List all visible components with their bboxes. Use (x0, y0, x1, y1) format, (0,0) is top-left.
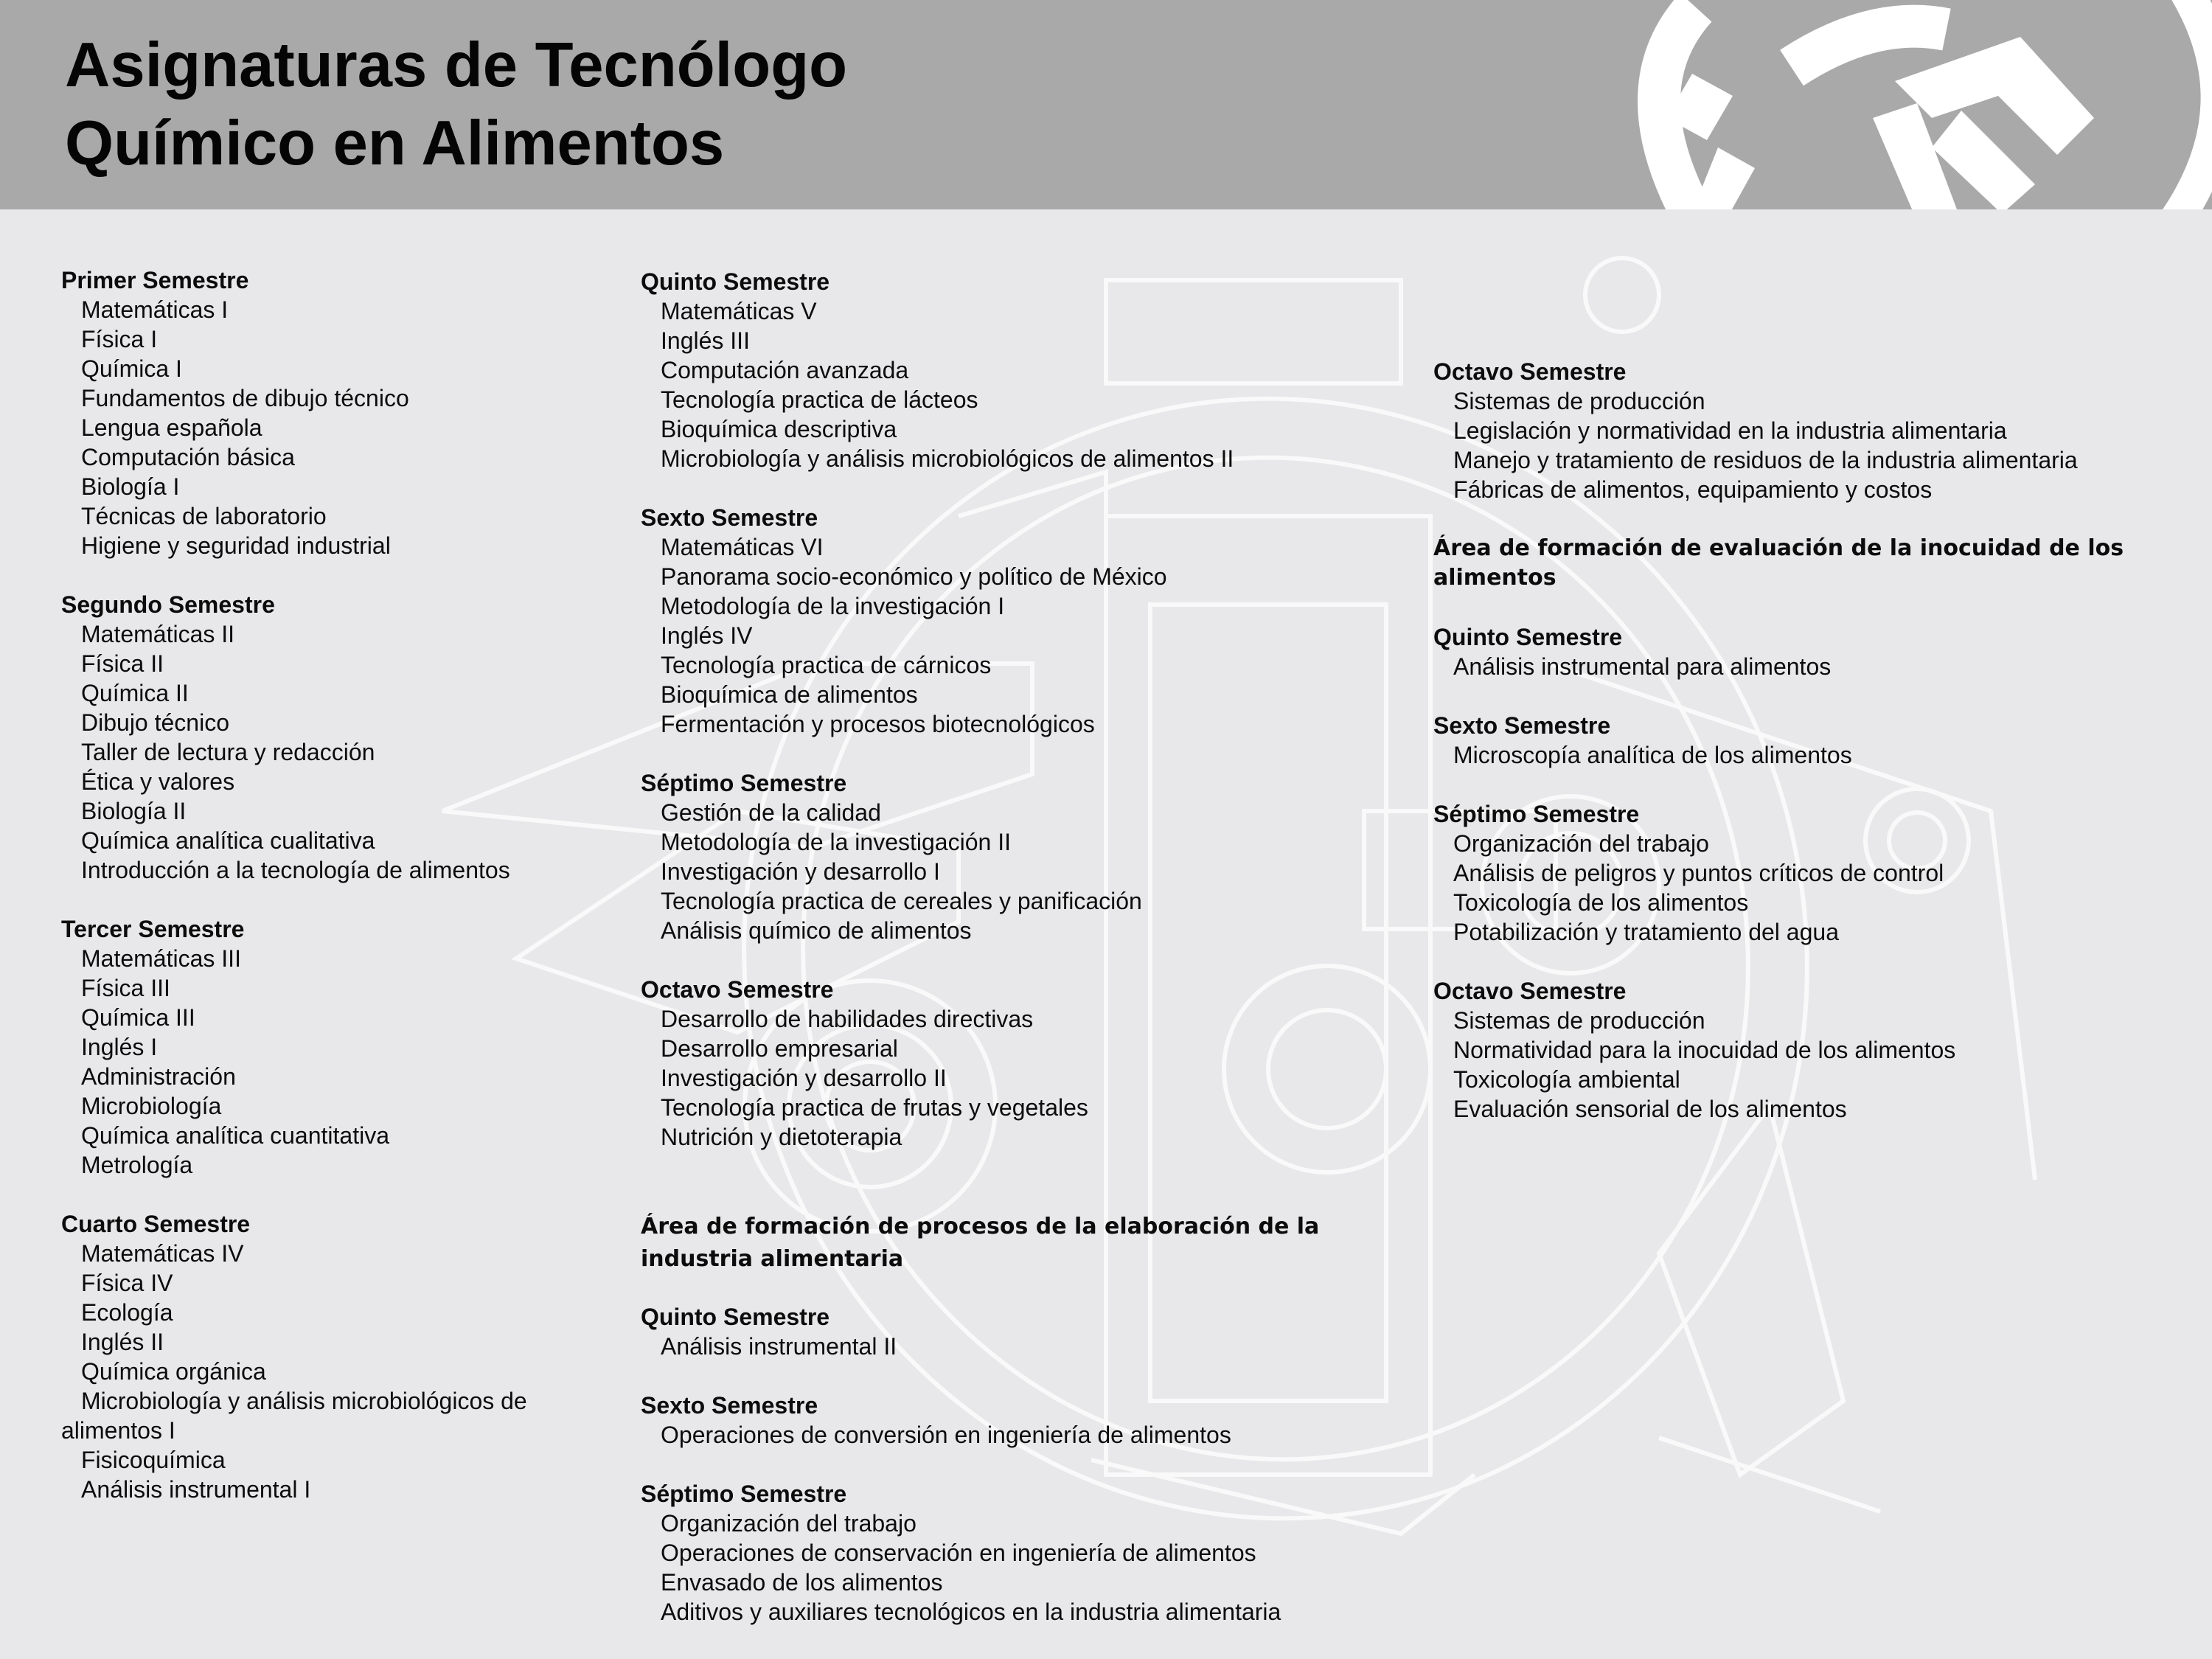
subject-item: Computación avanzada (661, 357, 909, 383)
subject-item: Química analítica cuantitativa (81, 1122, 389, 1149)
semester-block (1433, 357, 2185, 504)
area-title-line: Área de formación de procesos de la elaboración de la (641, 1214, 1320, 1239)
subject-item: Potabilización y tratamiento del agua (1453, 919, 1839, 945)
semester-block (1433, 799, 2185, 947)
page-title-line-2: Químico en Alimentos (65, 108, 725, 178)
subject-item: Microbiología y análisis microbiológicos de alimentos I (61, 1388, 527, 1444)
subject-item: Microscopía analítica de los alimentos (1453, 742, 1852, 768)
subject-item: Matemáticas V (661, 298, 817, 324)
subject-item: Operaciones de conversión en ingeniería de alimentos (661, 1422, 1231, 1448)
subject-item: Normatividad para la inocuidad de los alimentos (1453, 1037, 1956, 1063)
semester-block (641, 768, 1415, 945)
subject-item: Sistemas de producción (1453, 1007, 1705, 1034)
subject-item: Fundamentos de dibujo técnico (81, 385, 409, 411)
subject-item: Análisis químico de alimentos (661, 917, 972, 944)
subject-item: Microbiología (81, 1093, 222, 1119)
semester-title: Sexto Semestre (641, 504, 818, 531)
subject-item: Evaluación sensorial de los alimentos (1453, 1096, 1847, 1122)
subject-item: Química analítica cualitativa (81, 827, 375, 854)
subject-item: Ecología (81, 1299, 173, 1326)
semester-title: Tercer Semestre (61, 916, 245, 942)
page-title-line-1: Asignaturas de Tecnólogo (65, 30, 848, 100)
subject-item: Física IV (81, 1270, 173, 1296)
semester-title: Sexto Semestre (1433, 712, 1611, 739)
subject-item: Aditivos y auxiliares tecnológicos en la industria alimentaria (661, 1599, 1281, 1625)
subject-item: Matemáticas VI (661, 534, 824, 560)
subject-item: Tecnología practica de frutas y vegetales (661, 1094, 1088, 1121)
semester-block (1433, 622, 2185, 681)
column-upper-semesters (641, 267, 1415, 1627)
subject-item: Análisis instrumental II (661, 1333, 897, 1360)
semester-title: Quinto Semestre (641, 1304, 830, 1330)
subject-item: Investigación y desarrollo II (661, 1065, 947, 1091)
subject-item: Organización del trabajo (1453, 830, 1709, 857)
semester-block (1433, 976, 2185, 1124)
subject-item: Bioquímica descriptiva (661, 416, 897, 442)
subject-item: Matemáticas I (81, 296, 229, 323)
semester-title: Quinto Semestre (641, 268, 830, 295)
semester-title: Quinto Semestre (1433, 624, 1623, 650)
subject-item: Análisis instrumental I (81, 1476, 311, 1503)
semester-title: Séptimo Semestre (641, 1481, 847, 1507)
subject-item: Toxicología ambiental (1453, 1066, 1680, 1093)
semester-title: Octavo Semestre (1433, 978, 1627, 1004)
semester-block (641, 503, 1415, 739)
semester-block (641, 1302, 1415, 1361)
subject-item: Metodología de la investigación II (661, 829, 1011, 855)
subject-item: Desarrollo de habilidades directivas (661, 1006, 1034, 1032)
area-title (641, 1211, 1415, 1276)
subject-item: Toxicología de los alimentos (1453, 889, 1749, 916)
subject-item: Matemáticas III (81, 945, 241, 972)
subject-item: Ética y valores (81, 768, 235, 795)
subject-item: Higiene y seguridad industrial (81, 532, 391, 559)
subject-item: Microbiología y análisis microbiológicos de alimentos II (661, 445, 1234, 472)
subject-item: Química III (81, 1004, 195, 1031)
subject-item: Introducción a la tecnología de alimentos (81, 857, 510, 883)
semester-title: Primer Semestre (61, 267, 249, 293)
semester-block (61, 590, 592, 885)
subject-item: Química orgánica (81, 1358, 266, 1385)
semester-title: Segundo Semestre (61, 591, 275, 618)
subject-item: Metrología (81, 1152, 193, 1178)
subject-item: Inglés II (81, 1329, 164, 1355)
area-title (1433, 534, 2185, 593)
subject-item: Panorama socio-económico y político de México (661, 563, 1167, 590)
subject-item: Química II (81, 680, 189, 706)
subject-item: Análisis instrumental para alimentos (1453, 653, 1832, 680)
semester-block (61, 914, 592, 1180)
semester-block (641, 1391, 1415, 1450)
subject-item: Matemáticas IV (81, 1240, 244, 1267)
subject-item: Desarrollo empresarial (661, 1035, 898, 1062)
subject-item: Envasado de los alimentos (661, 1569, 943, 1596)
semester-title: Octavo Semestre (641, 976, 834, 1003)
header-banner (0, 0, 2212, 209)
subject-item: Sistemas de producción (1453, 388, 1705, 414)
subject-item: Física II (81, 650, 164, 677)
subject-item: Fábricas de alimentos, equipamiento y costos (1453, 476, 1933, 503)
subject-item: Biología I (81, 473, 180, 500)
subject-item: Física I (81, 326, 158, 352)
column-core-curriculum (61, 265, 592, 1504)
subject-item: Tecnología practica de cereales y panificación (661, 888, 1142, 914)
subject-item: Tecnología practica de cárnicos (661, 652, 992, 678)
page-title (65, 27, 847, 183)
semester-block (61, 265, 592, 560)
institution-logo-icon (1548, 0, 2212, 209)
subject-item: Taller de lectura y redacción (81, 739, 375, 765)
column-specialization (1433, 357, 2185, 1124)
semester-title: Séptimo Semestre (641, 770, 847, 796)
subject-item: Fermentación y procesos biotecnológicos (661, 711, 1095, 737)
semester-block (641, 1479, 1415, 1627)
subject-item: Nutrición y dietoterapia (661, 1124, 902, 1150)
semester-title: Cuarto Semestre (61, 1211, 251, 1237)
subject-item: Bioquímica de alimentos (661, 681, 918, 708)
semester-title: Séptimo Semestre (1433, 801, 1640, 827)
area-title-line: alimentos (1433, 565, 1557, 591)
area-title-line: industria alimentaria (641, 1246, 904, 1272)
subject-item: Inglés III (661, 327, 750, 354)
subject-item: Técnicas de laboratorio (81, 503, 327, 529)
subject-item: Metodología de la investigación I (661, 593, 1005, 619)
subject-item: Física III (81, 975, 170, 1001)
subject-item: Investigación y desarrollo I (661, 858, 940, 885)
area-title-line: Área de formación de evaluación de la inocuidad de los (1433, 535, 2124, 561)
subject-item: Lengua española (81, 414, 262, 441)
subject-item: Fisicoquímica (81, 1447, 226, 1473)
subject-item: Gestión de la calidad (661, 799, 881, 826)
subject-item: Administración (81, 1063, 236, 1090)
subject-item: Inglés IV (661, 622, 753, 649)
subject-item: Matemáticas II (81, 621, 235, 647)
subject-item: Inglés I (81, 1034, 158, 1060)
semester-block (1433, 711, 2185, 770)
semester-title: Octavo Semestre (1433, 358, 1627, 385)
subject-item: Dibujo técnico (81, 709, 229, 736)
subject-item: Análisis de peligros y puntos críticos de control (1453, 860, 1944, 886)
subject-item: Organización del trabajo (661, 1510, 917, 1537)
subject-item: Química I (81, 355, 182, 382)
semester-block (641, 267, 1415, 473)
subject-item: Manejo y tratamiento de residuos de la industria alimentaria (1453, 447, 2078, 473)
subject-item: Biología II (81, 798, 187, 824)
subject-item: Computación básica (81, 444, 295, 470)
subject-item: Operaciones de conservación en ingeniería de alimentos (661, 1540, 1256, 1566)
subject-item: Tecnología practica de lácteos (661, 386, 978, 413)
semester-title: Sexto Semestre (641, 1392, 818, 1419)
semester-block (641, 975, 1415, 1152)
semester-block (61, 1209, 592, 1504)
subject-item: Legislación y normatividad en la industria alimentaria (1453, 417, 2007, 444)
